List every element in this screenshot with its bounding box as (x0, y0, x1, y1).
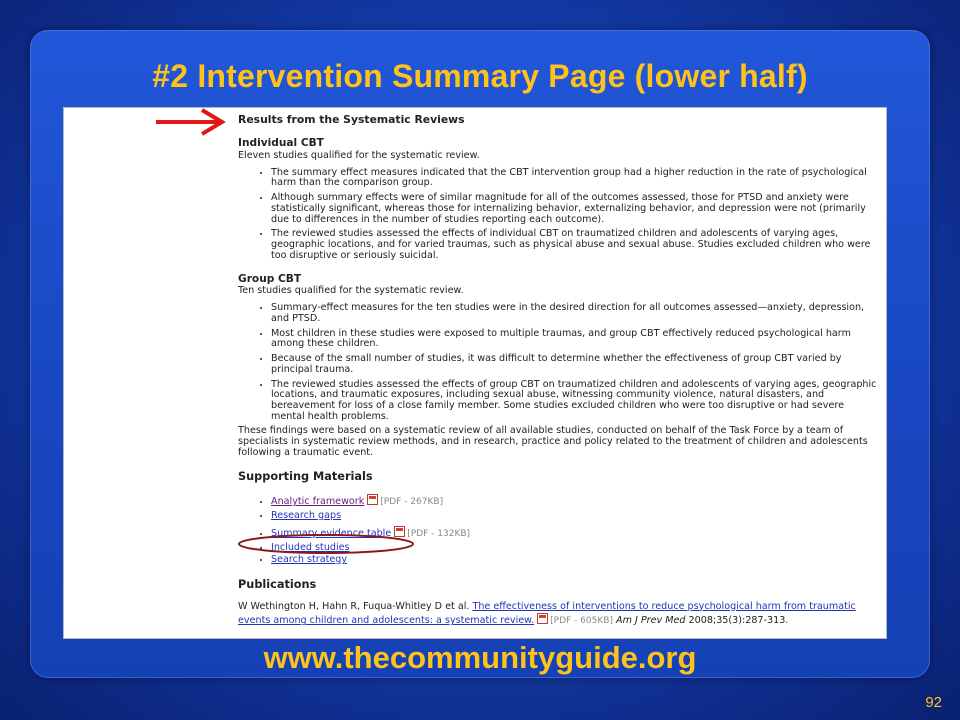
publication-authors: W Wethington H, Hahn R, Fuqua-Whitley D et al. (238, 600, 470, 612)
highlight-oval (236, 532, 416, 556)
list-item (271, 555, 878, 566)
individual-cbt-intro: Eleven studies qualified for the systematic review. (238, 149, 480, 161)
list-item: • The reviewed studies assessed the effects of group CBT on traumatized children and adolescents of varying ages, geographic locations, and traumatic exposures, including sexual abuse, witnessing community violence, natural disasters, and bereavement for loss of a close family member. Some studies excluded children who were too disruptive or had severe mental health problems. (271, 380, 878, 423)
slide-number: 92 (925, 694, 942, 711)
list-item: • The summary effect measures indicated that the CBT intervention group had a higher reduction in the rate of psychological harm than the comparison group. (271, 168, 878, 189)
pdf-size-label: [PDF - 132KB] (407, 528, 471, 539)
search-strategy-link[interactable]: Search strategy (271, 554, 348, 566)
list-item: • Summary-effect measures for the ten studies were in the desired direction for all outcomes assessed—anxiety, depression, and PTSD. (271, 303, 878, 324)
individual-cbt-heading: Individual CBT (238, 137, 324, 150)
list-item: • The reviewed studies assessed the effects of individual CBT on traumatized children and adolescents of varying ages, geographic locations, and for varied traumas, such as physical abuse and sexual abuse. Studies excluded children who were too disruptive or seriously suicidal. (271, 229, 878, 261)
supporting-materials-heading: Supporting Materials (238, 469, 373, 483)
analytic-framework-link[interactable]: Analytic framework (271, 496, 365, 508)
webpage-screenshot (63, 107, 887, 639)
list-item: • Because of the small number of studies, it was difficult to determine whether the effectiveness of group CBT varied by principal trauma. (271, 354, 878, 375)
group-cbt-heading: Group CBT (238, 272, 302, 285)
list-item (271, 511, 878, 522)
individual-cbt-list (238, 168, 878, 262)
list-item: • Most children in these studies were exposed to multiple traumas, and group CBT effectively reduced psychological harm among these children. (271, 329, 878, 350)
publication-citation (238, 602, 878, 627)
citation-details: 2008;35(3):287-313. (688, 615, 789, 627)
pdf-icon (367, 494, 378, 505)
research-gaps-link[interactable]: Research gaps (271, 510, 342, 522)
footer-url: www.thecommunityguide.org (263, 640, 697, 675)
group-cbt-intro: Ten studies qualified for the systematic review. (238, 285, 464, 297)
findings-paragraph: These findings were based on a systematic review of all available studies, conducted on behalf of the Task Force by a team of specialists in systematic review methods, and in research, practice and policy related to the treatment of children and adolescents following a traumatic event. (238, 425, 868, 458)
journal-name: Am J Prev Med (616, 615, 686, 627)
publications-heading: Publications (238, 578, 317, 591)
results-heading: Results from the Systematic Reviews (238, 113, 465, 126)
summary-evidence-table-link[interactable]: Summary evidence table (271, 527, 392, 539)
included-studies-link[interactable]: Included studies (271, 541, 350, 553)
list-item (271, 493, 878, 508)
group-cbt-list (238, 303, 878, 422)
slide-title: #2 Intervention Summary Page (lower half) (152, 58, 808, 94)
pdf-size-label: [PDF - 605KB] (550, 616, 613, 627)
pdf-size-label: [PDF - 267KB] (380, 497, 444, 508)
publication-link[interactable]: The effectiveness of interventions to reduce psychological harm from traumatic events among children and adolescents: a systematic review. (238, 600, 856, 627)
pdf-icon (537, 613, 548, 624)
list-item: • Although summary effects were of similar magnitude for all of the outcomes assessed, those for PTSD and anxiety were statistically significant, whereas those for internalizing behavior, externalizing behavior, and depression were not (primarily due to differences in the number of studies reporting each outcome). (271, 193, 878, 225)
